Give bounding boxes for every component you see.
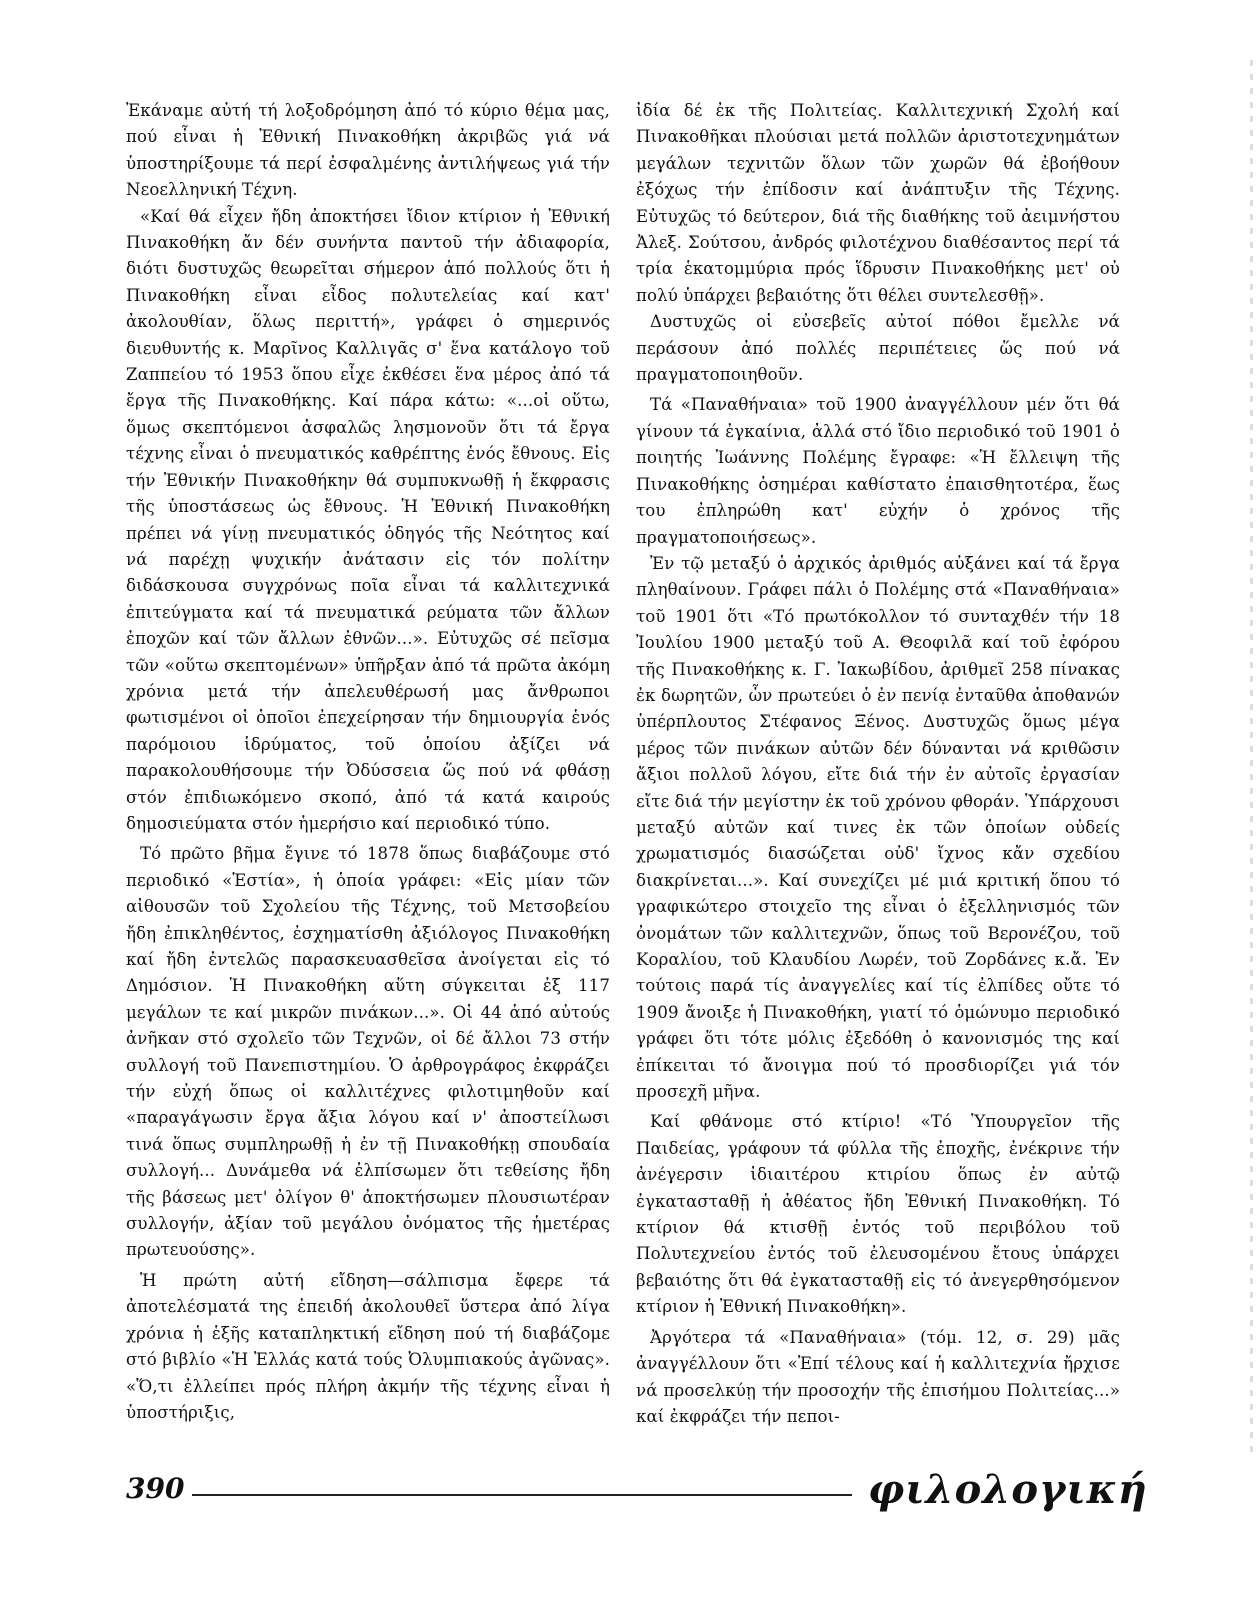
page-footer bbox=[126, 1464, 1148, 1514]
right-column bbox=[636, 98, 1120, 1430]
page-number: 390 bbox=[126, 1472, 185, 1505]
paragraph: Ἐν τῷ μεταξύ ὁ ἀρχικός ἀριθμός αὐξάνει καί τά ἔργα πληθαίνουν. Γράφει πάλι ὁ Πολέμης στά «Παναθήναια» τοῦ 1901 ὅτι «Τό πρωτόκολλον τό συνταχθέν τήν 18 Ἰουλίου 1900 μεταξύ τοῦ Α. Θεοφιλᾶ καί τοῦ ἐφόρου τῆς Πινακοθήκης κ. Γ. Ἰακωβίδου, ἀριθμεῖ 258 πίνακας ἐκ δωρητῶν, ὧν πρωτεύει ὁ ἐν πενίᾳ ἐνταῦθα ἀποθανών ὑπέρπλουτος Στέφανος Ξένος. Δυστυχῶς ὅμως μέγα μέρος τῶν πινάκων αὐτῶν δέν δύνανται νά κριθῶσιν ἄξιοι πολλοῦ λόγου, εἴτε διά τήν ἐν αὐτοῖς ἐργασίαν εἴτε διά τήν μεγίστην ἐκ τοῦ χρόνου φθοράν. Ὑπάρχουσι μεταξύ αὐτῶν καί τινες ἐκ τῶν ὁποίων οὐδείς χρωματισμός διασώζεται οὐδ' ἴχνος κἄν σχεδίου διακρίνεται...». Καί συνεχίζει μέ μιά κριτική ὅπου τό γραφικώτερο στοιχεῖο της εἶναι ὁ ἐξελληνισμός τῶν ὀνομάτων τῶν καλλιτεχνῶν, ὅπως τοῦ Βερονέζου, τοῦ Κοραλίου, τοῦ Κλαυδίου Λωρέν, τοῦ Ζορδάνες κ.ἄ. Ἐν τούτοις παρά τίς ἀναγγελίες καί τίς ἐλπίδες οὔτε τό 1909 ἄνοιξε ἡ Πινακοθήκη, γιατί τό ὁμώνυμο περιοδικό γράφει ὅτι τότε μόλις ἐξεδόθη ὁ κανονισμός της καί ἐπίκειται τό ἄνοιγμα πού τό προσδιορίζει γιά τόν προσεχῆ μῆνα. bbox=[636, 553, 1120, 1102]
paragraph: Ἀργότερα τά «Παναθήναια» (τόμ. 12, σ. 29) μᾶς ἀναγγέλλουν ὅτι «Ἐπί τέλους καί ἡ καλλιτεχνία ἤρχισε νά προσελκύῃ τήν προσοχήν τῆς ἐπισήμου Πολιτείας...» καί ἐκφράζει τήν πεποι- bbox=[636, 1327, 1120, 1426]
paragraph: Δυστυχῶς οἱ εὐσεβεῖς αὐτοί πόθοι ἔμελλε νά περάσουν ἀπό πολλές περιπέτειες ὥς πού νά πραγματοποιηθοῦν. bbox=[636, 312, 1120, 385]
paragraph: «Καί θά εἶχεν ἤδη ἀποκτήσει ἴδιον κτίριον ἡ Ἐθνική Πινακοθήκη ἄν δέν συνήντα παντοῦ τήν ἀδιαφορία, διότι δυστυχῶς θεωρεῖται σήμερον ἀπό πολλούς ὅτι ἡ Πινακοθήκη εἶναι εἶδος πολυτελείας καί κατ' ἀκολουθίαν, ὅλως περιττή», γράφει ὁ σημερινός διευθυντής κ. Μαρῖνος Καλλιγᾶς σ' ἕνα κατάλογο τοῦ Ζαππείου τό 1953 ὅπου εἶχε ἐκθέσει ἕνα μέρος ἀπό τά ἔργα τῆς Πινακοθήκης. Καί πάρα κάτω: «...οἱ οὕτω, ὅμως σκεπτόμενοι ἀσφαλῶς λησμονοῦν ὅτι τά ἔργα τέχνης εἶναι ὁ πνευματικός καθρέπτης ἑνός ἔθνους. Εἰς τήν Ἐθνικήν Πινακοθήκην θά συμπυκνωθῇ ἡ ἔκφρασις τῆς ὑποστάσεως ὡς ἔθνους. Ἡ Ἐθνική Πινακοθήκη πρέπει νά γίνῃ πνευματικός ὁδηγός τῆς Νεότητος καί νά παρέχῃ ψυχικήν ἀνάτασιν εἰς τόν πολίτην διδάσκουσα συγχρόνως ποῖα εἶναι τά καλλιτεχνικά ἐπιτεύγματα καί τά πνευματικά ρεύματα τῶν ἄλλων ἐποχῶν καί τῶν ἄλλων ἐθνῶν...». Εὐτυχῶς σέ πεῖσμα τῶν «οὕτω σκεπτομένων» ὑπῆρξαν ἀπό τά πρῶτα ἀκόμη χρόνια μετά τήν ἀπελευθέρωσή μας ἄνθρωποι φωτισμένοι οἱ ὁποῖοι ἐπεχείρησαν τήν δημιουργία ἑνός παρόμοιου ἱδρύματος, τοῦ ὁποίου ἀξίζει νά παρακολουθήσουμε τήν Ὀδύσσεια ὥς πού νά φθάσῃ στόν ἐπιδιωκόμενο σκοπό, ἀπό τά κατά καιρούς δημοσιεύματα στόν ἡμερήσιο καί περιοδικό τύπο. bbox=[126, 206, 610, 833]
paragraph: ἰδία δέ ἐκ τῆς Πολιτείας. Καλλιτεχνική Σχολή καί Πινακοθῆκαι πλούσιαι μετά πολλῶν ἀριστοτεχνημάτων μεγάλων τεχνιτῶν ὅλων τῶν χωρῶν θά ἐβοήθουν ἐξόχως τήν ἐπίδοσιν καί ἀνάπτυξιν τῆς Τέχνης. Εὐτυχῶς τό δεύτερον, διά τῆς διαθήκης τοῦ ἀειμνήστου Ἀλεξ. Σούτσου, ἀνδρός φιλοτέχνου διαθέσαντος περί τά τρία ἑκατομμύρια πρός ἵδρυσιν Πινακοθήκης μετ' οὐ πολύ ὑπάρχει βεβαιότης ὅτι θέλει συντελεσθῇ». bbox=[636, 101, 1120, 305]
footer-rule bbox=[192, 1494, 852, 1496]
scan-edge-decoration bbox=[1250, 60, 1253, 1460]
paragraph: Ἡ πρώτη αὐτή εἴδηση—σάλπισμα ἔφερε τά ἀποτελέσματά της ἐπειδή ἀκολουθεῖ ὕστερα ἀπό λίγα χρόνια ἡ ἑξῆς καταπληκτική εἴδηση πού τή διαβάζομε στό βιβλίο «Ἡ Ἑλλάς κατά τούς Ὀλυμπιακούς ἀγῶνας». «Ὅ,τι ἐλλείπει πρός πλήρη ἀκμήν τῆς τέχνης εἶναι ἡ ὑποστήριξις, bbox=[126, 1270, 610, 1422]
magazine-logo: φιλολογική bbox=[868, 1466, 1148, 1513]
paragraph: Καί φθάνομε στό κτίριο! «Τό Ὑπουργεῖον τῆς Παιδείας, γράφουν τά φύλλα τῆς ἐποχῆς, ἐνέκρινε τήν ἀνέγερσιν ἰδιαιτέρου κτιρίου ὅπως ἐν αὐτῷ ἐγκατασταθῇ ἡ ἀθέατος ἤδη Ἐθνική Πινακοθήκη. Τό κτίριον θά κτισθῇ ἐντός τοῦ περιβόλου τοῦ Πολυτεχνείου ἐντός τοῦ ἐλευσομένου ἔτους ὑπάρχει βεβαιότης ὅτι θά ἐγκατασταθῇ εἰς τό ἀνεγερθησόμενον κτίριον ἡ Ἐθνική Πινακοθήκη». bbox=[636, 1112, 1120, 1317]
left-column bbox=[126, 98, 610, 1426]
paragraph: Ἐκάναμε αὐτή τή λοξοδρόμηση ἀπό τό κύριο θέμα μας, πού εἶναι ἡ Ἐθνική Πινακοθήκη ἀκριβῶς γιά νά ὑποστηρίξουμε τά περί ἐσφαλμένης ἀντιλήψεως γιά τήν Νεοελληνική Τέχνη. bbox=[126, 101, 610, 200]
paragraph: Τό πρῶτο βῆμα ἔγινε τό 1878 ὅπως διαβάζουμε στό περιοδικό «Ἑστία», ἡ ὁποία γράφει: «Εἰς μίαν τῶν αἰθουσῶν τοῦ Σχολείου τῆς Τέχνης, τοῦ Μετσοβείου ἤδη ἐπικληθέντος, ἐσχηματίσθη ἀξιόλογος Πινακοθήκη καί ἤδη ἐντελῶς παρασκευασθεῖσα ἀνοίγεται εἰς τό Δημόσιον. Ἡ Πινακοθήκη αὕτη σύγκειται ἐξ 117 μεγάλων τε καί μικρῶν πινάκων...». Οἱ 44 ἀπό αὐτούς ἀνῆκαν στό σχολεῖο τῶν Τεχνῶν, οἱ δέ ἄλλοι 73 στήν συλλογή τοῦ Πανεπιστημίου. Ὁ ἀρθρογράφος ἐκφράζει τήν εὐχή ὅπως οἱ καλλιτέχνες φιλοτιμηθοῦν καί «παραγάγωσιν ἔργα ἄξια λόγου καί ν' ἀποστείλωσι τινά ὅπως συμπληρωθῇ ἡ ἐν τῇ Πινακοθήκῃ σπουδαία συλλογή... Δυνάμεθα νά ἐλπίσωμεν ὅτι τεθείσης ἤδη τῆς βάσεως μετ' ὀλίγον θ' ἀποκτήσωμεν πλουσιωτέραν συλλογήν, ἀξίαν τοῦ μεγάλου ὀνόματος τῆς ἡμετέρας πρωτευούσης». bbox=[126, 844, 610, 1260]
paragraph: Τά «Παναθήναια» τοῦ 1900 ἀναγγέλλουν μέν ὅτι θά γίνουν τά ἐγκαίνια, ἀλλά στό ἴδιο περιοδικό τοῦ 1901 ὁ ποιητής Ἰωάννης Πολέμης ἔγραφε: «Ἡ ἔλλειψη τῆς Πινακοθήκης ὁσημέραι καθίστατο ἐπαισθητοτέρα, ἕως του ἐπληρώθη κατ' εὐχήν ὁ χρόνος τῆς πραγματοποιήσεως». bbox=[636, 395, 1120, 547]
